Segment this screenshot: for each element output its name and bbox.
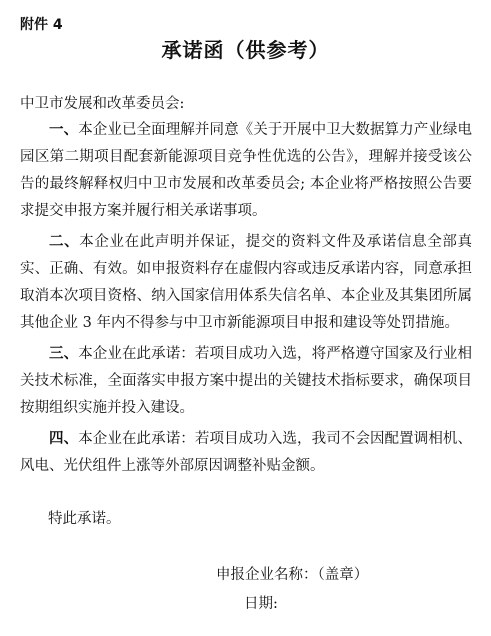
- commitment-paragraph-3: [20, 340, 472, 422]
- document-title: 承诺函（供参考）: [161, 38, 330, 62]
- paragraph-number: 二、: [49, 233, 80, 250]
- signature-company-line: 申报企业名称：（盖章）: [216, 567, 369, 583]
- commitment-paragraph-4: [20, 425, 472, 480]
- paragraph-text: 本企业已全面理解并同意《关于开展中卫大数据算力产业绿电园区第二期项目配套新能源项目竞争性优选的公告》，理解并接受该公告的最终解释权归中卫市发展和改革委员会; 本企业将严格按照公告要求提交申报方案并履行相关承诺事项。: [20, 122, 473, 219]
- signature-date-line: 日期:: [244, 596, 278, 612]
- commitment-paragraphs: [20, 116, 472, 483]
- attachment-label: 附件 4: [20, 17, 63, 33]
- addressee: 中卫市发展和改革委员会:: [20, 96, 185, 112]
- paragraph-text: 本企业在此承诺：若项目成功入选，将严格遵守国家及行业相关技术标准，全面落实申报方案中提出的关键技术指标要求，确保项目按期组织实施并投入建设。: [20, 346, 473, 416]
- paragraph-number: 一、: [49, 121, 79, 138]
- commitment-paragraph-2: [20, 228, 472, 337]
- paragraph-number: 三、: [49, 345, 79, 362]
- paragraph-number: 四、: [49, 430, 79, 447]
- closing-statement: 特此承诺。: [48, 511, 121, 527]
- commitment-paragraph-1: [20, 116, 472, 225]
- paragraph-text: 本企业在此承诺：若项目成功入选，我司不会因配置调相机、风电、光伏组件上涨等外部原因调整补贴金额。: [20, 431, 473, 474]
- paragraph-text: 本企业在此声明并保证，提交的资料文件及承诺信息全部真实、正确、有效。如申报资料存在虚假内容或违反承诺内容，同意承担取消本次项目资格、纳入国家信用体系失信名单、本企业及其集团所属其他企业 3 年内不得参与中卫市新能源项目申报和建设等处罚措施。: [20, 234, 473, 331]
